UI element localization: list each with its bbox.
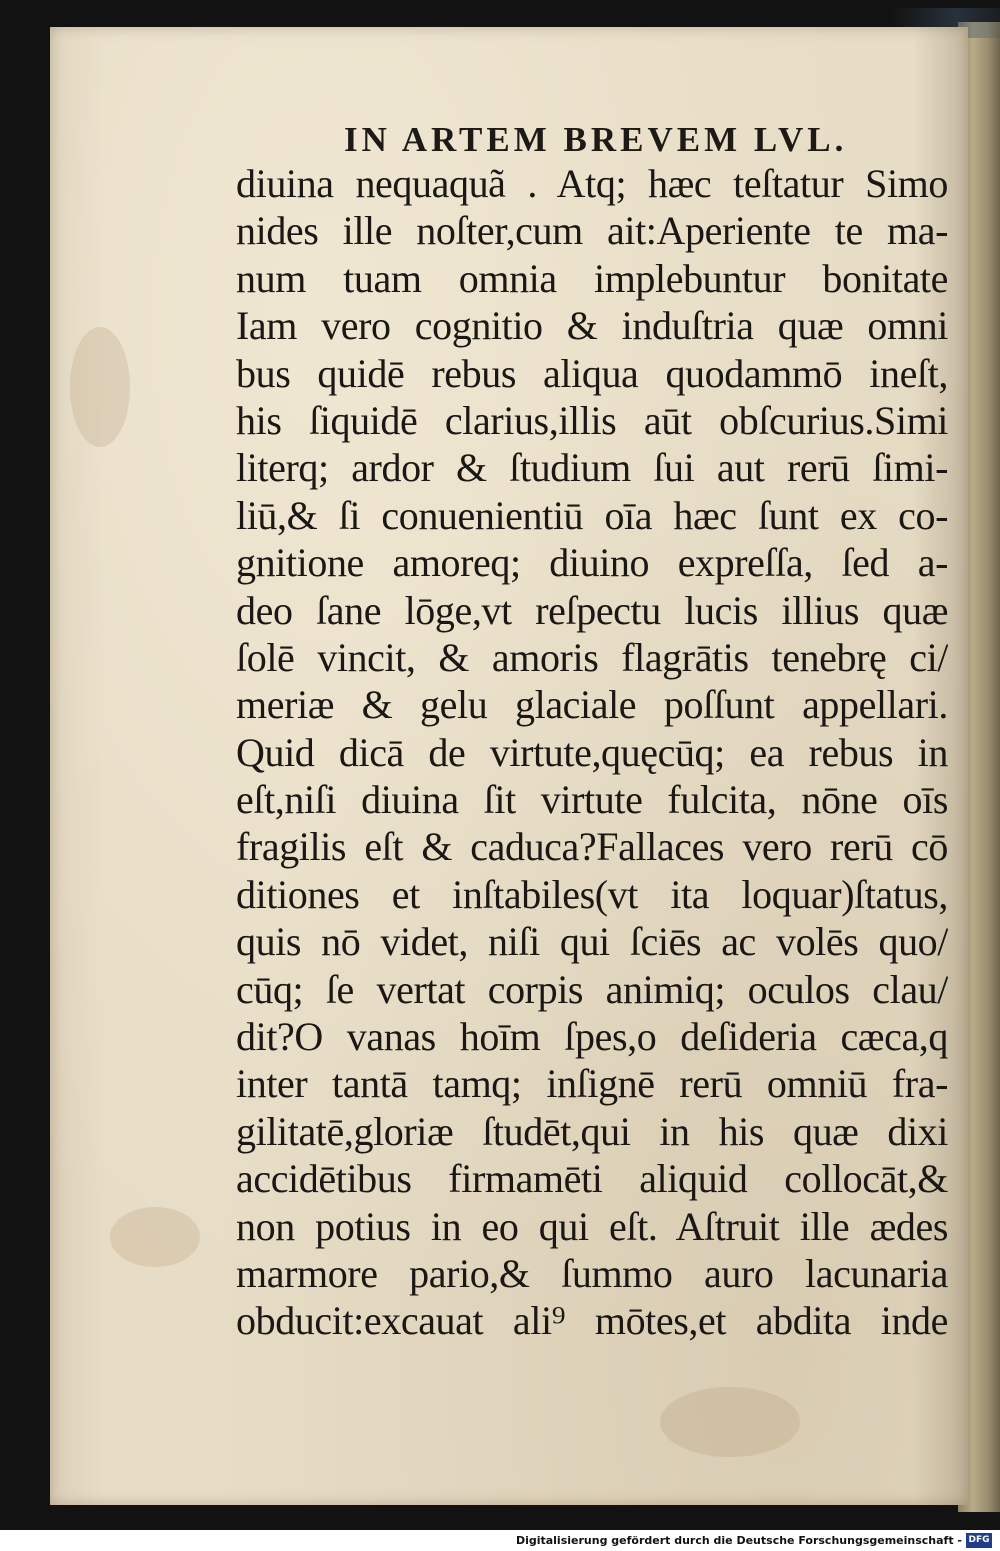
text-line: dit?O vanas hoīm ſpes,o deſideria cæca,q bbox=[236, 1014, 948, 1060]
paper-stain bbox=[70, 327, 130, 447]
text-line: liū,& ſi conuenientiū oīa hæc ſunt ex co- bbox=[236, 492, 948, 538]
text-line: gnitione amoreq; diuino expreſſa, ſed a- bbox=[236, 540, 948, 586]
text-line: literq; ardor & ſtudium ſui aut rerū ſimi- bbox=[236, 445, 948, 491]
text-line: Quid dicā de virtute,quęcūq; ea rebus in bbox=[236, 729, 948, 775]
text-line: ditiones et inſtabiles(vt ita loquar)ſtatus, bbox=[236, 871, 948, 917]
text-line: ſolē vincit, & amoris flagrātis tenebrę ci/ bbox=[236, 634, 948, 680]
text-line: inter tantā tamq; inſignē rerū omniū fra- bbox=[236, 1061, 948, 1107]
text-line: obducit:excauat ali⁹ mōtes,et abdita inde bbox=[236, 1298, 948, 1344]
text-line: deo ſane lōge,vt reſpectu lucis illius quæ bbox=[236, 587, 948, 633]
text-line: bus quidē rebus aliqua quodammō ineſt, bbox=[236, 350, 948, 396]
running-head: IN ARTEM BREVEM LVL. bbox=[344, 120, 848, 159]
text-line: Iam vero cognitio & induſtria quæ omni bbox=[236, 303, 948, 349]
text-line: quis nō videt, niſi qui ſciēs ac volēs quo/ bbox=[236, 919, 948, 965]
text-line: his ſiquidē clarius,illis aūt obſcurius.Simi bbox=[236, 397, 948, 443]
funding-credit: Digitalisierung gefördert durch die Deutsche Forschungsgemeinschaft - bbox=[515, 1534, 962, 1547]
text-line: fragilis eſt & caduca?Fallaces vero rerū cō bbox=[236, 824, 948, 870]
paper-stain bbox=[660, 1387, 800, 1457]
text-line: accidētibus firmamēti aliquid collocāt,& bbox=[236, 1156, 948, 1202]
text-line: nides ille noſter,cum ait:Aperiente te ma- bbox=[236, 208, 948, 254]
body-text bbox=[236, 160, 948, 1345]
text-line: marmore pario,& ſummo auro lacunaria bbox=[236, 1250, 948, 1296]
text-line: non potius in eo qui eſt. Aſtruit ille ædes bbox=[236, 1203, 948, 1249]
dfg-logo: DFG bbox=[966, 1533, 992, 1548]
text-line: num tuam omnia implebuntur bonitate bbox=[236, 255, 948, 301]
text-line: cūq; ſe vertat corpis animiq; oculos clau/ bbox=[236, 966, 948, 1012]
text-line: diuina nequaquã . Atq; hæc teſtatur Simo bbox=[236, 161, 948, 206]
paper-stain bbox=[110, 1207, 200, 1267]
text-line: eſt,niſi diuina ſit virtute fulcita, nōne oīs bbox=[236, 777, 948, 823]
text-line: meriæ & gelu glaciale poſſunt appellari. bbox=[236, 682, 948, 728]
text-line: gilitatē,gloriæ ſtudēt,qui in his quæ dixi bbox=[236, 1108, 948, 1154]
